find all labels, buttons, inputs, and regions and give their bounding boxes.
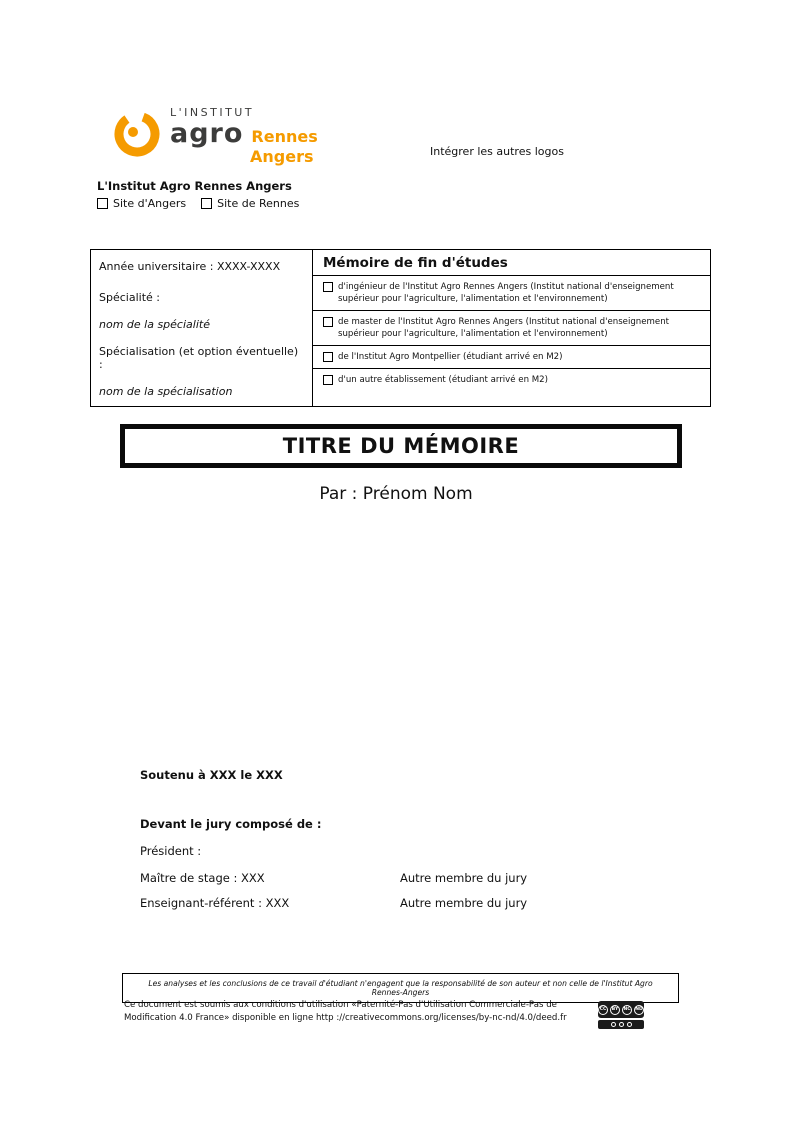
specialisation-name: nom de la spécialisation	[99, 385, 233, 398]
logo-line-institut: L'INSTITUT	[170, 106, 255, 119]
logo-line-angers: Angers	[250, 147, 314, 166]
nd-icon: ND	[634, 1005, 644, 1015]
by-dot-icon	[611, 1022, 616, 1027]
jury-row	[140, 871, 660, 885]
info-table-left-cell	[91, 250, 313, 406]
memoire-header: Mémoire de fin d'études	[313, 250, 710, 276]
author-line: Par : Prénom Nom	[319, 484, 473, 504]
site-angers-label: Site d'Angers	[113, 197, 187, 210]
institut-agro-logo-icon	[112, 105, 164, 161]
jury-role-supervisor: Maître de stage : XXX	[140, 871, 265, 885]
cc-icon: CC	[598, 1005, 608, 1015]
site-rennes-label: Site de Rennes	[217, 197, 300, 210]
degree-option-master	[313, 311, 710, 346]
site-rennes-checkbox[interactable]	[201, 198, 212, 209]
institut-agro-logo	[112, 103, 318, 167]
degree-option-label: d'un autre établissement (étudiant arrivé en M2)	[338, 375, 548, 386]
cc-icons-row	[598, 1001, 644, 1018]
speciality-name: nom de la spécialité	[99, 318, 210, 331]
nc-dot-icon	[619, 1022, 624, 1027]
cc-strip	[598, 1020, 644, 1029]
sites-line	[97, 197, 299, 210]
logo-text	[170, 106, 318, 166]
speciality-label: Spécialité :	[99, 291, 160, 304]
degree-option-ingenieur	[313, 276, 710, 311]
degree-ingenieur-checkbox[interactable]	[323, 282, 333, 292]
info-table	[90, 249, 711, 407]
institution-name: L'Institut Agro Rennes Angers	[97, 179, 292, 193]
degree-autre-checkbox[interactable]	[323, 375, 333, 385]
degree-option-autre	[313, 369, 710, 391]
logo-line-rennes: Rennes	[251, 127, 318, 146]
degree-option-montpellier	[313, 346, 710, 369]
nd-dot-icon	[627, 1022, 632, 1027]
cc-license-badge	[598, 1001, 644, 1029]
jury-other-member: Autre membre du jury	[400, 896, 528, 910]
jury-role-referent: Enseignant-référent : XXX	[140, 896, 290, 910]
jury-other-member: Autre membre du jury	[400, 871, 528, 885]
degree-montpellier-checkbox[interactable]	[323, 352, 333, 362]
by-icon: BY	[610, 1005, 620, 1015]
specialisation-label: Spécialisation (et option éventuelle) :	[99, 345, 299, 371]
institution-block	[97, 179, 299, 210]
jury-president: Président :	[140, 844, 202, 858]
title-box	[120, 424, 682, 468]
logo-line-agro: agro	[170, 118, 244, 149]
degree-master-checkbox[interactable]	[323, 317, 333, 327]
disclaimer-text: Les analyses et les conclusions de ce travail d'étudiant n'engagent que la responsabilité de son auteur et non celle de l'Institut Agro Rennes-Angers	[148, 979, 653, 997]
jury-header: Devant le jury composé de :	[140, 817, 322, 831]
license-text: Ce document est soumis aux conditions d'utilisation «Paternité-Pas d'Utilisation Commerciale-Pas de Modification 4.0 France» disponible en ligne http ://creativecommons.org/licenses/by-nc-nd/4.0/deed.fr	[124, 1000, 567, 1023]
degree-option-label: d'ingénieur de l'Institut Agro Rennes Angers (Institut national d'enseignement supérieur pour l'agriculture, l'alimentation et l'environnement)	[338, 282, 674, 305]
degree-option-label: de l'Institut Agro Montpellier (étudiant arrivé en M2)	[338, 352, 563, 363]
info-table-right-cell	[313, 250, 710, 406]
academic-year: Année universitaire : XXXX-XXXX	[99, 260, 281, 273]
jury-row	[140, 896, 660, 910]
site-angers-checkbox[interactable]	[97, 198, 108, 209]
defense-line: Soutenu à XXX le XXX	[140, 768, 283, 782]
memoir-title: TITRE DU MÉMOIRE	[282, 434, 520, 458]
other-logos-placeholder: Intégrer les autres logos	[430, 145, 564, 158]
degree-option-label: de master de l'Institut Agro Rennes Angers (Institut national d'enseignement supérieur pour l'agriculture, l'alimentation et l'environnement)	[338, 317, 670, 340]
nc-icon: NC	[622, 1005, 632, 1015]
